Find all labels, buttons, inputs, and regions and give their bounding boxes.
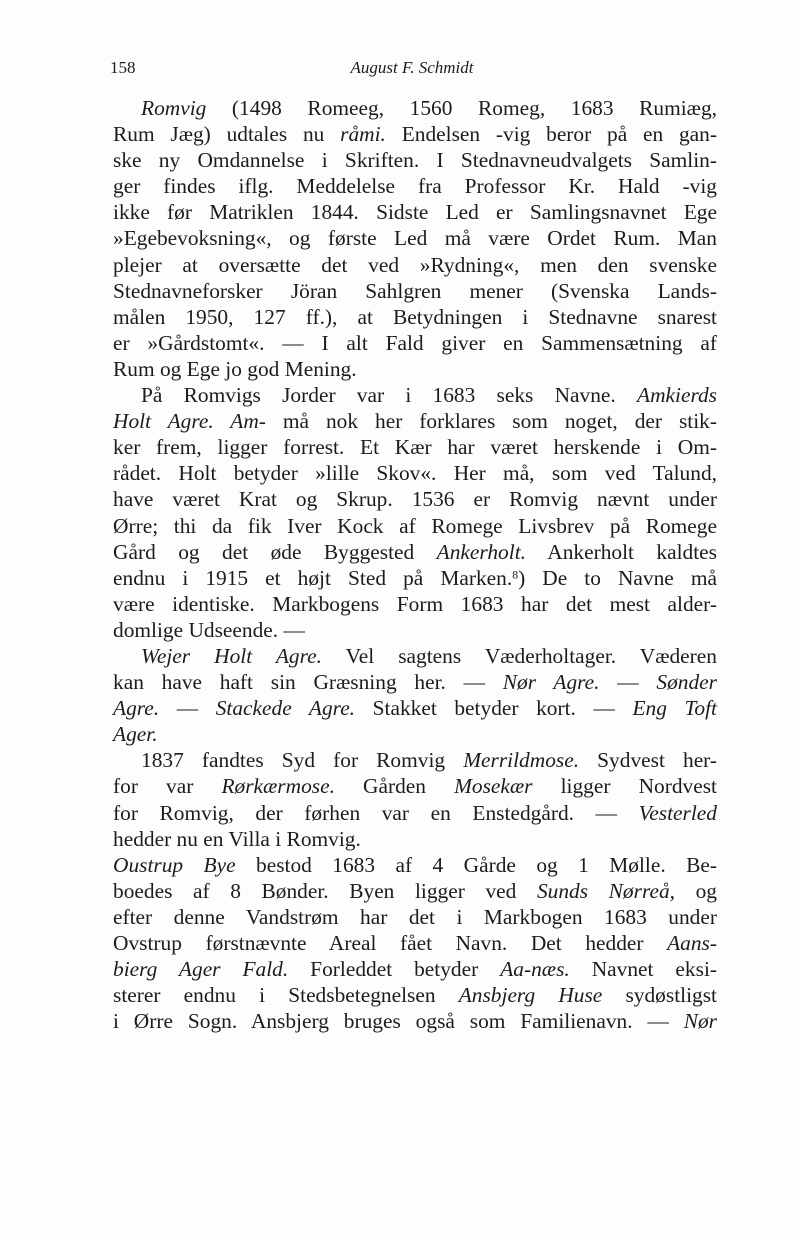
- text-segment: ger findes iflg. Meddelelse fra Professor Kr. Hald -vig: [113, 174, 717, 199]
- text-segment: have været Krat og Skrup. 1536 er Romvig nævnt under: [113, 487, 717, 512]
- text-segment: ) De to Navne må: [518, 565, 717, 590]
- text-segment: efter denne Vandstrøm har det i Markbogen 1683 under: [113, 904, 717, 929]
- text-line: [113, 513, 717, 539]
- text-segment: Vel sagtens Væderholtager. Væderen: [321, 643, 717, 668]
- text-line: [113, 826, 717, 852]
- italic-text: Ansbjerg Huse: [458, 983, 603, 1008]
- page-number: 158: [110, 58, 136, 77]
- italic-text: bierg Ager Fald.: [113, 957, 289, 982]
- italic-text: Vesterled: [638, 800, 717, 825]
- text-line: [113, 199, 717, 225]
- text-line: [113, 278, 717, 304]
- text-segment: Rum og Ege jo god Mening.: [113, 356, 357, 381]
- italic-text: råmi.: [340, 122, 386, 147]
- italic-text: Agre.: [113, 696, 160, 721]
- running-title: August F. Schmidt: [350, 58, 474, 77]
- text-segment: Stakket betyder kort. —: [355, 696, 633, 721]
- text-segment: sydøstligst: [602, 983, 717, 1008]
- body-text: [113, 95, 717, 1034]
- text-segment: 1837 fandtes Syd for Romvig: [141, 748, 464, 773]
- italic-text: Stackede Agre.: [215, 696, 356, 721]
- page-header: [110, 58, 714, 84]
- text-line: [113, 956, 717, 982]
- text-segment: boedes af 8 Bønder. Byen ligger ved: [113, 878, 537, 903]
- italic-text: Aa-næs.: [500, 957, 570, 982]
- text-segment: ligger Nordvest: [532, 774, 717, 799]
- text-line: [113, 434, 717, 460]
- text-segment: —: [599, 670, 657, 695]
- text-segment: må nok her forklares som noget, der stik-: [265, 409, 717, 434]
- text-line: [113, 95, 717, 121]
- italic-text: Mosekær: [454, 774, 533, 799]
- italic-text: Oustrup Bye: [113, 852, 236, 877]
- italic-text: Wejer Holt Agre.: [141, 643, 322, 668]
- italic-text: Romvig: [141, 96, 207, 120]
- text-segment: sterer endnu i Stedsbetegnelsen: [113, 983, 459, 1008]
- text-segment: Rum Jæg) udtales nu: [113, 122, 341, 147]
- italic-text: Ankerholt.: [436, 539, 526, 564]
- text-segment: rådet. Holt betyder »lille Skov«. Her må, som ved Talund,: [113, 461, 717, 486]
- italic-text: Ager.: [113, 722, 158, 747]
- text-segment: (1498 Romeeg, 1560 Romeg, 1683 Rumiæg,: [206, 96, 717, 120]
- text-line: [113, 852, 717, 878]
- text-line: [113, 565, 717, 591]
- text-segment: Endelsen -vig beror på en gan-: [385, 122, 717, 147]
- text-segment: i Ørre Sogn. Ansbjerg bruges også som Familienavn. —: [113, 1009, 684, 1034]
- text-segment: er »Gårdstomt«. — I alt Fald giver en Sammensætning af: [113, 330, 717, 355]
- text-segment: Gården: [334, 774, 455, 799]
- text-line: [113, 486, 717, 512]
- text-segment: ikke før Matriklen 1844. Sidste Led er Samlingsnavnet Ege: [113, 200, 717, 225]
- text-line: [113, 800, 717, 826]
- text-segment: for var: [113, 774, 222, 799]
- text-segment: plejer at oversætte det ved »Rydning«, men den svenske: [113, 252, 717, 277]
- text-segment: kan have haft sin Græsning her. —: [113, 670, 503, 695]
- text-segment: og: [675, 878, 718, 903]
- text-segment: På Romvigs Jorder var i 1683 seks Navne.: [141, 383, 637, 408]
- text-line: [113, 225, 717, 251]
- italic-text: Sunds Nørreå,: [536, 878, 676, 903]
- text-segment: bestod 1683 af 4 Gårde og 1 Mølle. Be-: [235, 852, 717, 877]
- text-segment: for Romvig, der førhen var en Enstedgård. —: [113, 800, 639, 825]
- footnote-marker: 8: [512, 568, 519, 582]
- text-segment: målen 1950, 127 ff.), at Betydningen i Stednavne snarest: [113, 304, 717, 329]
- text-line: [113, 330, 717, 356]
- text-segment: Gård og det øde Byggested: [113, 539, 437, 564]
- italic-text: Eng Toft: [632, 696, 717, 721]
- text-line: [113, 773, 717, 799]
- italic-text: Nør: [683, 1009, 717, 1034]
- text-line: [113, 904, 717, 930]
- italic-text: Aans-: [667, 931, 717, 955]
- text-line: [113, 252, 717, 278]
- text-line: [113, 147, 717, 173]
- text-line: [113, 382, 717, 408]
- text-line: [113, 643, 717, 669]
- italic-text: Holt Agre. Am-: [113, 409, 266, 434]
- text-segment: »Egebevoksning«, og første Led må være Ordet Rum. Man: [113, 226, 717, 251]
- text-segment: ker frem, ligger forrest. Et Kær har været herskende i Om-: [113, 435, 717, 460]
- text-segment: Ørre; thi da fik Iver Kock af Romege Livsbrev på Romege: [113, 513, 717, 538]
- text-segment: Forleddet betyder: [288, 957, 501, 982]
- text-line: [113, 460, 717, 486]
- italic-text: Rørkærmose.: [221, 774, 335, 799]
- text-line: [113, 721, 717, 747]
- text-segment: ske ny Omdannelse i Skriften. I Stednavneudvalgets Samlin-: [113, 148, 717, 173]
- text-line: [113, 591, 717, 617]
- text-line: [113, 356, 717, 382]
- italic-text: Amkierds: [637, 383, 717, 408]
- text-segment: Ovstrup førstnævnte Areal fået Navn. Det hedder: [113, 931, 668, 955]
- text-line: [113, 747, 717, 773]
- text-line: [113, 878, 717, 904]
- text-segment: domlige Udseende. —: [113, 617, 305, 642]
- text-line: [113, 173, 717, 199]
- text-segment: Sydvest her-: [579, 748, 718, 773]
- text-segment: hedder nu en Villa i Romvig.: [113, 826, 361, 851]
- italic-text: Sønder: [656, 670, 717, 695]
- text-line: [113, 669, 717, 695]
- text-segment: Stednavneforsker Jöran Sahlgren mener (Svenska Lands-: [113, 278, 717, 303]
- text-segment: være identiske. Markbogens Form 1683 har det mest alder-: [113, 591, 717, 616]
- text-line: [113, 982, 717, 1008]
- italic-text: Nør Agre.: [502, 670, 600, 695]
- text-line: [113, 930, 717, 956]
- text-segment: —: [159, 696, 216, 721]
- text-line: [113, 617, 717, 643]
- text-line: [113, 121, 717, 147]
- text-segment: Ankerholt kaldtes: [525, 539, 717, 564]
- italic-text: Merrildmose.: [463, 748, 580, 773]
- text-line: [113, 304, 717, 330]
- text-line: [113, 408, 717, 434]
- text-line: [113, 1008, 717, 1034]
- text-line: [113, 695, 717, 721]
- text-segment: endnu i 1915 et højt Sted på Marken.: [113, 565, 513, 590]
- text-line: [113, 539, 717, 565]
- text-segment: Navnet eksi-: [569, 957, 718, 982]
